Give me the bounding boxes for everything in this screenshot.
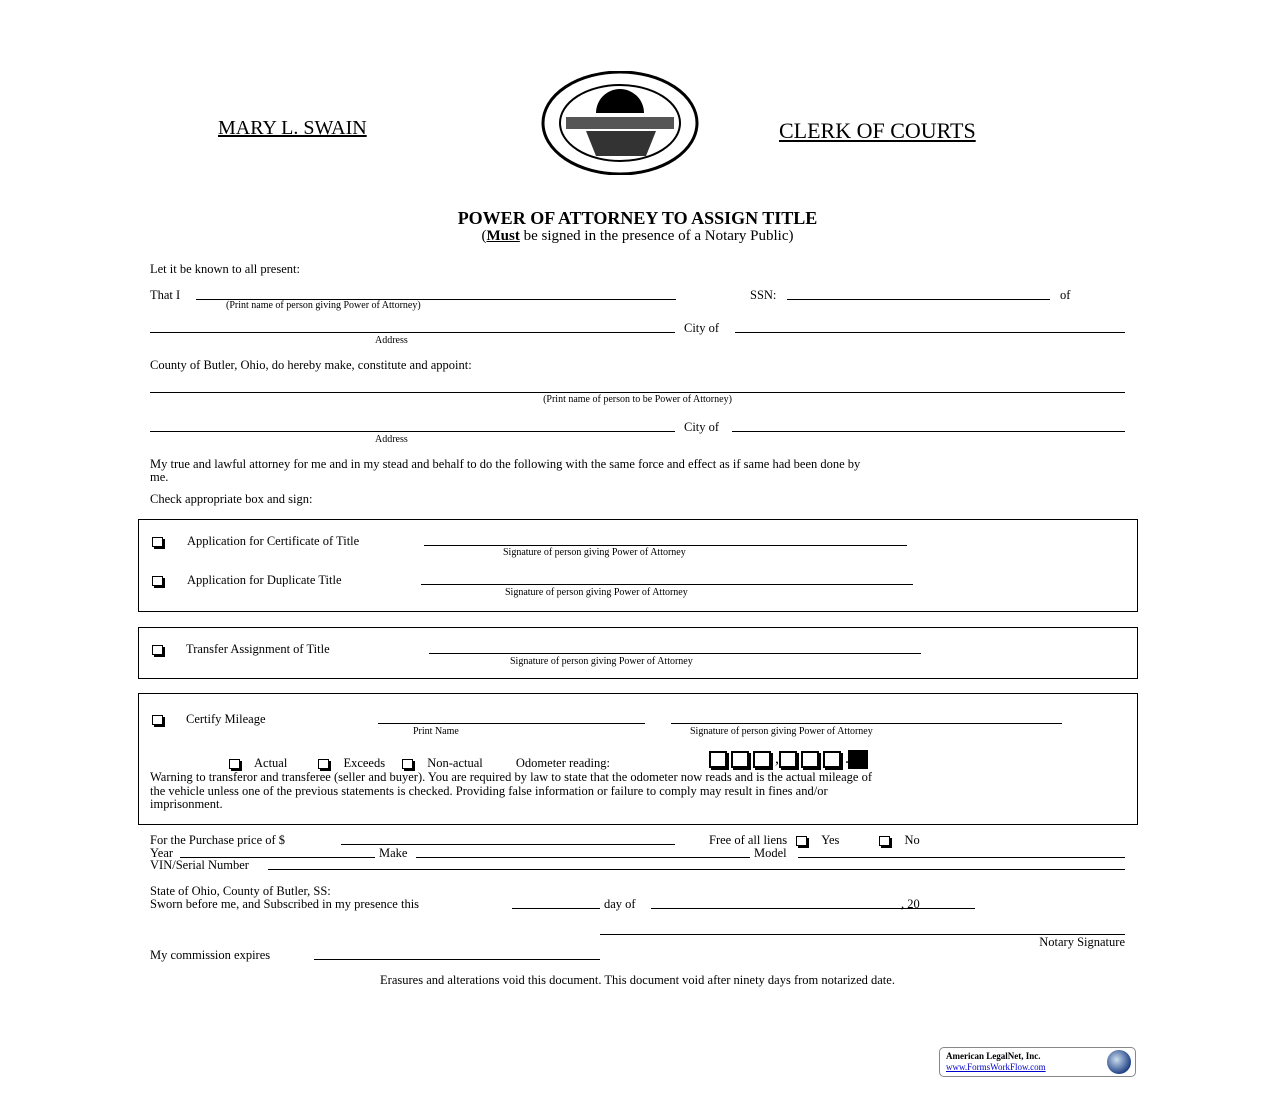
item-label: Transfer Assignment of Title: [186, 642, 330, 656]
subtitle-text: be signed in the presence of a Notary Public): [519, 228, 794, 244]
item-label: Application for Certificate of Title: [187, 534, 360, 548]
attorney-address-field[interactable]: [150, 431, 675, 432]
signature-caption: Signature of person giving Power of Attorney: [503, 547, 686, 558]
attorney-caption: (Print name of person to be Power of Attorney): [543, 394, 732, 405]
day-field[interactable]: [512, 908, 600, 909]
checkbox-non-actual[interactable]: [402, 759, 413, 769]
form-subtitle: [0, 229, 1275, 244]
signature-field[interactable]: [424, 545, 907, 546]
day-of-label: day of: [604, 897, 636, 911]
signature-field[interactable]: [421, 584, 913, 585]
signature-caption: Signature of person giving Power of Attorney: [505, 587, 688, 598]
paren: (: [481, 228, 487, 244]
authority-paragraph-end: me.: [150, 470, 169, 484]
address-caption: Address: [375, 335, 408, 346]
checkbox-icon[interactable]: [152, 576, 163, 586]
giver-caption: (Print name of person giving Power of Attorney): [226, 300, 421, 311]
make-field[interactable]: [416, 857, 750, 858]
checkbox-icon[interactable]: [152, 715, 163, 725]
must-emphasis: Must: [486, 228, 520, 244]
warning-line: Warning to transferor and transferee (seller and buyer). You are required by law to state that the odometer now reads and is the actual mileage of: [150, 770, 872, 784]
check-instruction: Check appropriate box and sign:: [150, 492, 313, 506]
clerk-name: MARY L. SWAIN: [218, 117, 367, 139]
item-label: Application for Duplicate Title: [187, 573, 342, 587]
address-caption: Address: [375, 434, 408, 445]
ssn-field[interactable]: [787, 299, 1050, 300]
purchase-price-field[interactable]: [341, 844, 675, 845]
county-text: County of Butler, Ohio, do hereby make, constitute and appoint:: [150, 358, 472, 372]
city-label: City of: [684, 321, 720, 335]
item-label: Certify Mileage: [186, 712, 266, 726]
yes-label: Yes: [821, 833, 840, 847]
checkbox-yes[interactable]: [796, 836, 807, 846]
attorney-name-field[interactable]: [150, 392, 1125, 393]
publisher-link[interactable]: www.FormsWorkFlow.com: [946, 1062, 1046, 1072]
actual-label: Actual: [254, 756, 288, 770]
checkbox-exceeds[interactable]: [318, 759, 329, 769]
year-prefix: , 20: [901, 897, 920, 911]
commission-label: My commission expires: [150, 948, 271, 962]
of-label: of: [1060, 288, 1071, 302]
warning-line: the vehicle unless one of the previous statements is checked. Providing false information or failure to comply may result in fines and/or: [150, 784, 828, 798]
month-field[interactable]: [651, 908, 901, 909]
model-field[interactable]: [798, 857, 1125, 858]
sworn-label: Sworn before me, and Subscribed in my presence this: [150, 897, 420, 911]
exceeds-label: Exceeds: [343, 756, 386, 770]
liens-row: [709, 834, 920, 847]
print-name-field[interactable]: [378, 723, 645, 724]
county-seal: [541, 71, 699, 175]
title-application-box: [138, 519, 1138, 612]
odometer-label: Odometer reading:: [515, 756, 610, 770]
notary-year-field[interactable]: [901, 908, 975, 909]
giver-city-field[interactable]: [735, 332, 1125, 333]
odometer-boxes[interactable]: , .: [709, 751, 871, 768]
mileage-options: [229, 757, 610, 770]
liens-label: Free of all liens: [709, 833, 788, 847]
giver-address-field[interactable]: [150, 332, 675, 333]
globe-icon: [1107, 1050, 1131, 1074]
purchase-label: For the Purchase price of $: [150, 833, 286, 847]
checkbox-icon[interactable]: [152, 537, 163, 547]
state-county: State of Ohio, County of Butler, SS:: [150, 884, 331, 898]
that-i-label: That I: [150, 288, 181, 302]
footer-note: Erasures and alterations void this document. This document void after ninety days from notarized date.: [380, 973, 895, 987]
city-label: City of: [684, 420, 720, 434]
item-transfer[interactable]: [152, 643, 330, 656]
signature-field[interactable]: [671, 723, 1062, 724]
item-certificate[interactable]: [152, 535, 359, 548]
checkbox-icon[interactable]: [152, 645, 163, 655]
publisher-name: American LegalNet, Inc.: [946, 1051, 1041, 1061]
year-label: Year: [150, 846, 174, 860]
vin-label: VIN/Serial Number: [150, 858, 249, 872]
signature-field[interactable]: [429, 653, 921, 654]
vin-field[interactable]: [268, 869, 1125, 870]
signature-caption: Signature of person giving Power of Attorney: [690, 726, 873, 737]
commission-field[interactable]: [314, 959, 600, 960]
make-label: Make: [379, 846, 408, 860]
print-name-caption: Print Name: [413, 726, 459, 737]
non-actual-label: Non-actual: [427, 756, 483, 770]
attorney-city-field[interactable]: [732, 431, 1125, 432]
clerk-title: CLERK OF COURTS: [779, 118, 976, 143]
form-title: POWER OF ATTORNEY TO ASSIGN TITLE: [457, 208, 818, 228]
checkbox-no[interactable]: [879, 836, 890, 846]
authority-paragraph: My true and lawful attorney for me and in my stead and behalf to do the following with the same force and effect as if same had been done by: [150, 457, 861, 471]
notary-caption: Notary Signature: [1039, 935, 1125, 949]
intro: Let it be known to all present:: [150, 262, 300, 276]
model-label: Model: [754, 846, 787, 860]
item-mileage[interactable]: [152, 713, 266, 726]
checkbox-actual[interactable]: [229, 759, 240, 769]
no-label: No: [904, 833, 920, 847]
item-duplicate[interactable]: [152, 574, 342, 587]
ssn-label: SSN:: [750, 288, 777, 302]
signature-caption: Signature of person giving Power of Attorney: [510, 656, 693, 667]
publisher-logo: [939, 1047, 1136, 1077]
warning-line: imprisonment.: [150, 797, 223, 811]
